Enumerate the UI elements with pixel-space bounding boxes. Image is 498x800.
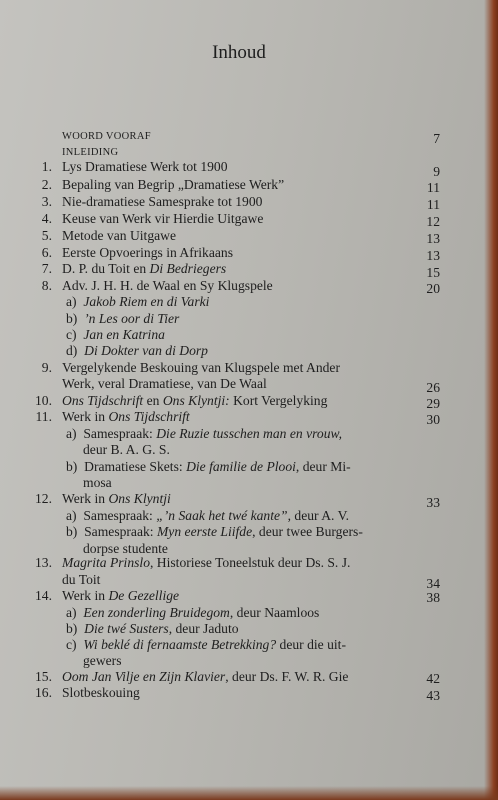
toc-entry-text: Adv. J. H. H. de Waal en Sy Klugspele [62,278,273,293]
toc-entry-text: Magrita Prinslo [62,555,150,570]
toc-page-number: 29 [426,396,440,411]
toc-entry-text: Die twé Susters [84,621,169,636]
toc-entry-text: D. P. du Toit en [62,261,150,276]
toc-entry-text: „’n Saak het twé kante” [156,508,288,523]
toc-entry-number: 11. [35,409,52,424]
toc-entry-text: Werk in [62,588,109,603]
toc-entry-title [66,343,208,359]
toc-entry-text: , deur Jaduto [168,621,239,636]
toc-entry-number: 2. [41,177,52,192]
toc-page-number: 11 [426,180,440,195]
toc-entry-text: Oom Jan Vilje en Zijn Klavier [62,669,226,684]
toc-entry-text: du Toit [62,572,101,587]
toc-entry-text: b) [66,621,85,636]
toc-entry-text: deur B. A. G. S. [66,442,170,457]
toc-entry-title [66,605,319,621]
toc-entry-text: Werk in [62,491,109,506]
toc-entry-number: 9. [41,360,52,375]
toc-entry-text: Eerste Opvoerings in Afrikaans [62,245,234,260]
toc-entry-title [66,327,165,343]
toc-entry-text: INLEIDING [62,147,119,158]
toc-page-number: 11 [426,197,440,212]
toc-entry-number: 13. [35,555,52,570]
toc-entry-text: Werk in [62,409,109,424]
toc-entry-text: Ons Tijdschrift [108,409,190,424]
toc-entry-text: Di Dokter van di Dorp [84,343,208,358]
toc-page-number: 13 [426,231,440,246]
toc-entry-text: , Historiese Toneelstuk deur Ds. S. J. [150,555,351,570]
toc-entry-title [62,360,340,376]
toc-entry-text: a) Samespraak: [66,508,157,523]
toc-page-number: 12 [426,214,440,229]
toc-entry-text: c) [66,637,84,652]
toc-page-number: 15 [426,265,440,280]
toc-entry-text: Bepaling van Begrip „Dramatiese Werk” [62,177,285,192]
toc-entry-text: en [143,393,163,408]
toc-entry-title [62,588,179,604]
toc-entry-text: b) [66,311,85,326]
toc-page-number: 26 [426,380,440,395]
toc-entry-title [62,211,263,227]
toc-entry-number: 10. [35,393,52,408]
toc-entry-title [62,669,348,685]
toc-entry-text: Een zonderling Bruidegom [83,605,230,620]
toc-entry-text: Ons Klyntji [108,491,171,506]
toc-entry-text: Jan en Katrina [83,327,165,342]
toc-entry-text: Keuse van Werk vir Hierdie Uitgawe [62,211,264,226]
toc-page-number: 30 [426,412,440,427]
toc-entry-text: b) Dramatiese Skets: [66,459,187,474]
toc-entry-text: Metode van Uitgawe [62,228,177,243]
toc-entry-text: Di Bedriegers [149,261,227,276]
toc-entry-title [66,426,342,442]
toc-entry-text: dorpse studente [66,541,168,556]
toc-entry-title [62,376,267,392]
toc-entry-text: gewers [66,653,122,668]
toc-page-number: 33 [426,495,440,510]
toc-entry-text: c) [66,327,84,342]
toc-entry-text: De Gezellige [108,588,180,603]
toc-entry-text: Die Ruzie tusschen man en vrouw, [156,426,342,441]
toc-entry-text: b) Samespraak: [66,524,157,539]
toc-entry-number: 8. [41,278,52,293]
toc-entry-title [62,159,228,175]
toc-entry-number: 16. [35,685,52,700]
toc-entry-title [62,491,171,507]
toc-entry-text: , deur twee Burgers- [252,524,363,539]
toc-entry-number: 4. [41,211,52,226]
toc-entry-title [62,245,233,261]
toc-entry-text: deur die uit- [276,637,346,652]
toc-entry-number: 14. [35,588,52,603]
toc-entry-text: , deur A. V. [287,508,350,523]
page-bottom-edge [0,786,498,800]
toc-entry-title [62,409,190,425]
toc-entry-text: Lys Dramatiese Werk tot 1900 [62,159,228,174]
toc-entry-text: , deur Naamloos [229,605,320,620]
toc-entry-title [66,508,349,524]
toc-entry-text: Slotbeskouing [62,685,140,700]
toc-page-number: 42 [426,671,440,686]
toc-entry-text: Jakob Riem en di Varki [83,294,210,309]
toc-entry-number: 6. [41,245,52,260]
toc-entry-title [66,294,209,310]
toc-entry-number: 12. [35,491,52,506]
toc-page-number: 38 [426,590,440,605]
toc-page-number: 43 [426,688,440,703]
toc-page-number: 34 [426,576,440,591]
page-title: Inhoud [212,42,266,63]
toc-entry-text: ’n Les oor di Tier [84,311,180,326]
toc-entry-text: a) Samespraak: [66,426,157,441]
toc-entry-text: a) [66,294,84,309]
toc-entry-title [66,653,122,669]
toc-entry-text: a) [66,605,84,620]
toc-page-number: 13 [426,248,440,263]
toc-entry-title [62,278,273,294]
toc-entry-text: Ons Klyntji: [162,393,230,408]
toc-entry-number: 7. [41,261,52,276]
toc-entry-title [62,393,327,409]
toc-entry-text: mosa [66,475,112,490]
toc-entry-title [62,261,226,277]
toc-entry-title [62,194,262,210]
toc-entry-title [62,685,140,701]
toc-entry-title [62,555,350,571]
toc-entry-title [66,475,112,491]
toc-entry-text: , deur Ds. F. W. R. Gie [225,669,349,684]
toc-entry-text: Ons Tijdschrift [62,393,144,408]
page-edge [484,0,498,800]
toc-entry-title [66,524,363,540]
toc-entry-title [66,442,170,458]
toc-entry-text: Wi beklé di fernaamste Betrekking? [83,637,277,652]
toc-entry-number: 15. [35,669,52,684]
toc-entry-text: Vergelykende Beskouing van Klugspele met Ander [62,360,340,375]
toc-entry-text: d) [66,343,85,358]
toc-entry-number: 3. [41,194,52,209]
toc-entry-title [66,637,346,653]
toc-entry-text: Myn eerste Liifde [156,524,253,539]
toc-entry-title [62,228,176,244]
toc-page-number: 9 [433,164,440,179]
toc-entry-text: Kort Vergelyking [229,393,328,408]
toc-entry-title [62,572,100,588]
toc-entry-text: Werk, veral Dramatiese, van De Waal [62,376,267,391]
toc-entry-title [66,459,351,475]
toc-entry-title [62,177,284,193]
toc-entry-text: Nie-dramatiese Samesprake tot 1900 [62,194,263,209]
toc-entry-number: 5. [41,228,52,243]
toc-page-number: 7 [433,131,440,146]
toc-entry-text: WOORD VOORAF [62,131,151,142]
toc-entry-text: Die familie de Plooi [186,459,296,474]
toc-entry-title [66,311,179,327]
toc-entry-text: , deur Mi- [295,459,351,474]
toc-entry-number: 1. [41,159,52,174]
toc-entry-title [66,621,239,637]
toc-page-number: 20 [426,281,440,296]
